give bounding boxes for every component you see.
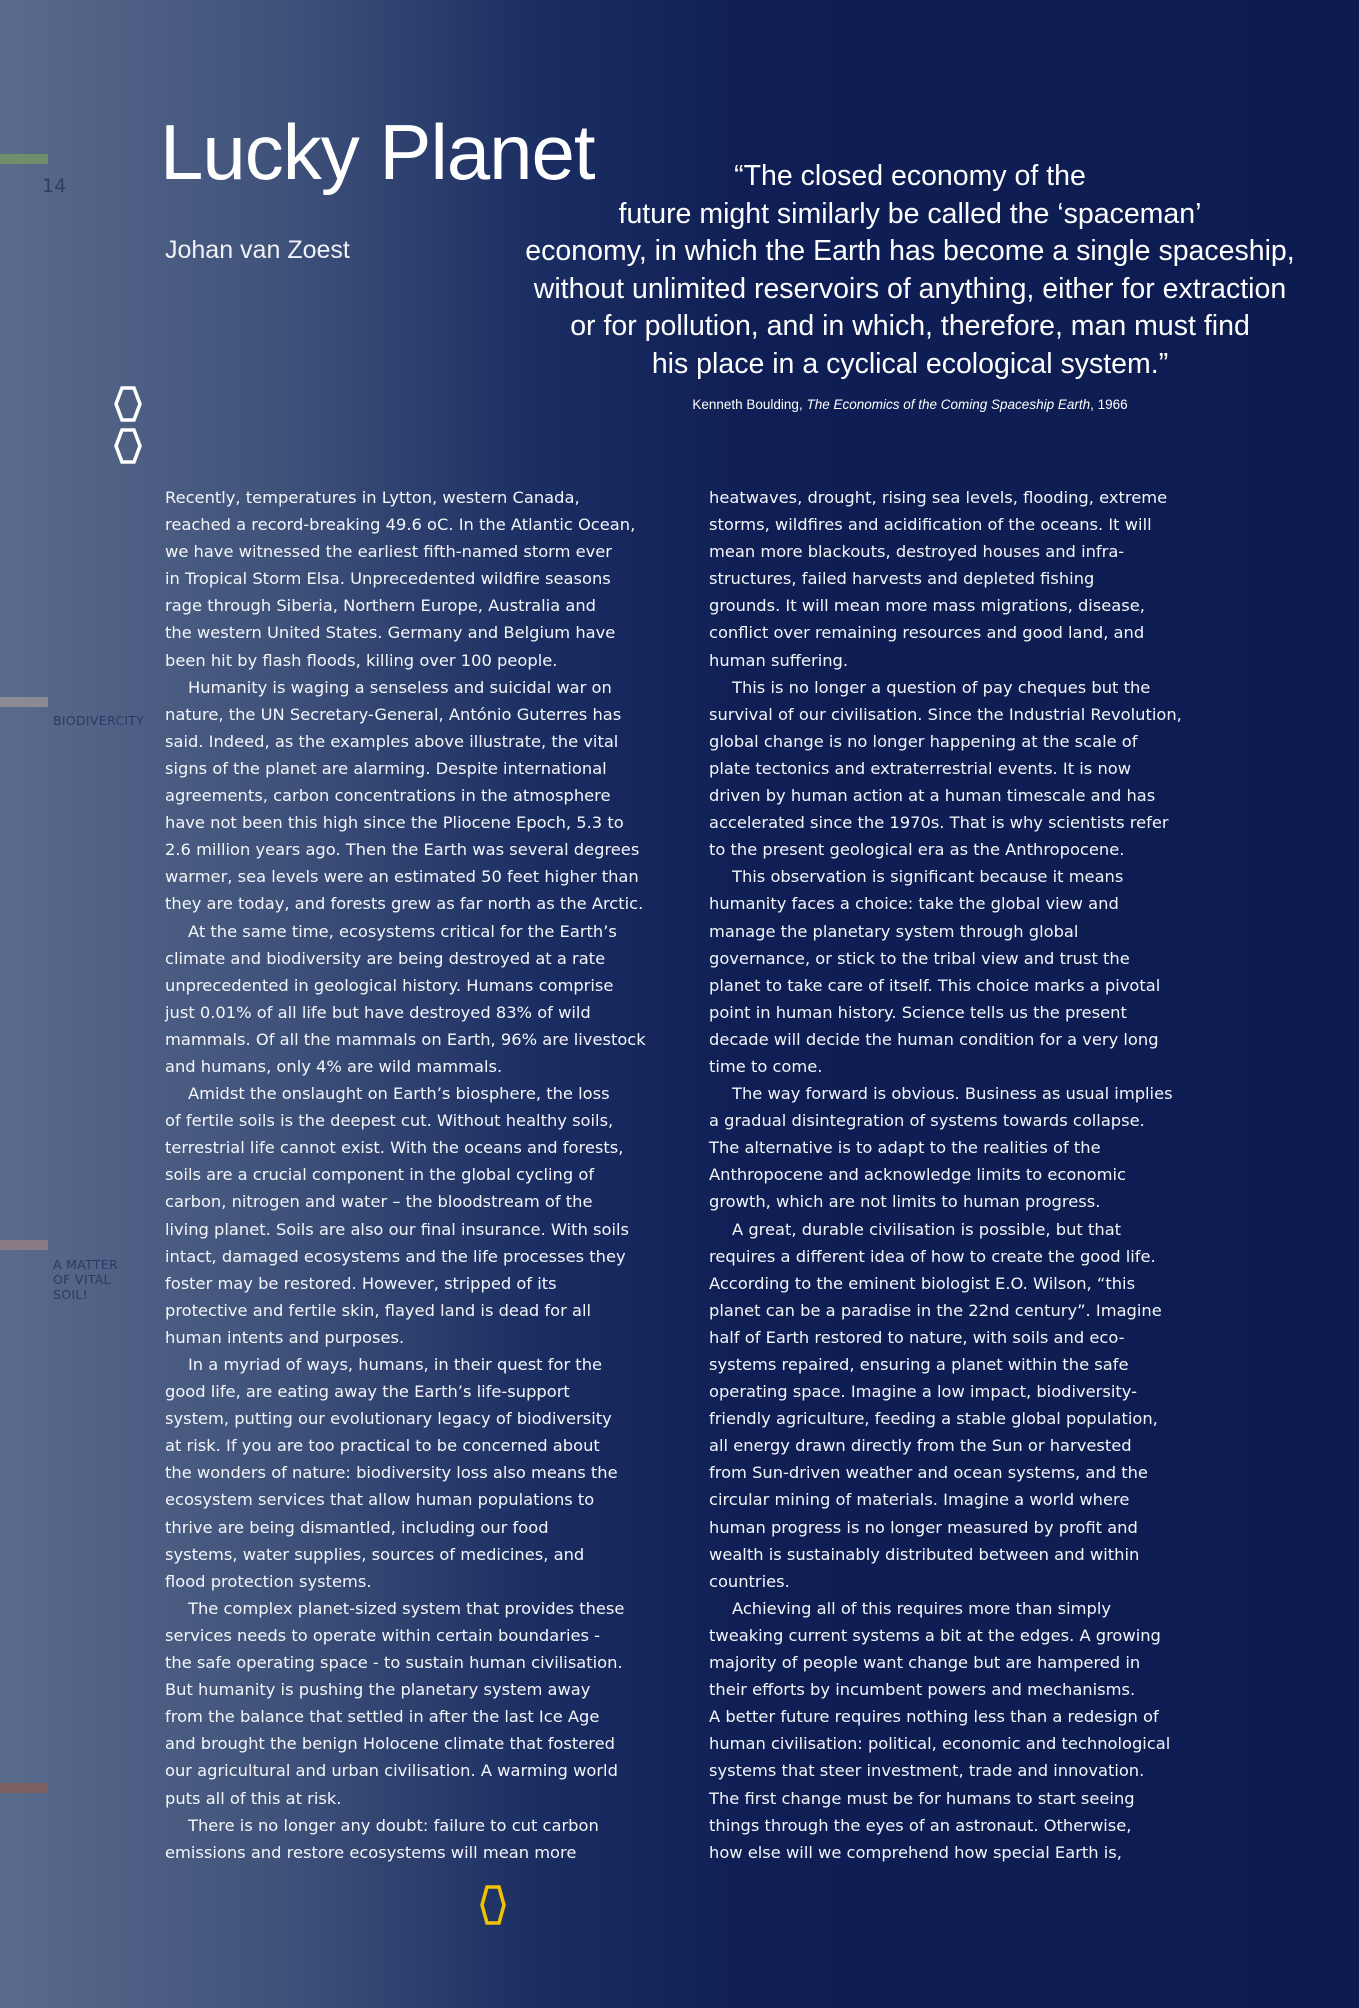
body-line: our agricultural and urban civilisation. A warming world — [165, 1761, 618, 1781]
body-line: the wonders of nature: biodiversity loss also means the — [165, 1463, 618, 1483]
hexagon-yellow-icon — [479, 1884, 507, 1926]
body-line: intact, damaged ecosystems and the life processes they — [165, 1246, 626, 1266]
quote-line: economy, in which the Earth has become a single spaceship, — [525, 235, 1295, 267]
hexagon-pair-icon — [112, 385, 144, 467]
body-line: systems, water supplies, sources of medicines, and — [165, 1544, 585, 1564]
body-line: to the present geological era as the Anthropocene. — [709, 840, 1125, 860]
body-line: a gradual disintegration of systems towards collapse. — [709, 1111, 1145, 1131]
body-line: terrestrial life cannot exist. With the oceans and forests, — [165, 1138, 624, 1158]
body-line: majority of people want change but are hampered in — [709, 1653, 1141, 1673]
body-line: puts all of this at risk. — [165, 1788, 342, 1808]
body-line: operating space. Imagine a low impact, biodiversity- — [709, 1382, 1137, 1402]
body-line: thrive are being dismantled, including our food — [165, 1517, 549, 1537]
body-line: in Tropical Storm Elsa. Unprecedented wildfire seasons — [165, 569, 611, 589]
body-line: wealth is sustainably distributed between and within — [709, 1544, 1140, 1564]
body-line: governance, or stick to the tribal view and trust the — [709, 948, 1130, 968]
body-line: living planet. Soils are also our final insurance. With soils — [165, 1219, 630, 1239]
body-line: conflict over remaining resources and good land, and — [709, 623, 1145, 643]
body-line: The first change must be for humans to start seeing — [709, 1788, 1135, 1808]
article-title: Lucky Planet — [160, 108, 595, 196]
body-line: said. Indeed, as the examples above illustrate, the vital — [165, 731, 619, 751]
body-line: nature, the UN Secretary-General, António Guterres has — [165, 704, 622, 724]
body-line: how else will we comprehend how special Earth is, — [709, 1842, 1122, 1862]
body-line: planet can be a paradise in the 22nd century”. Imagine — [709, 1300, 1162, 1320]
quote-line: or for pollution, and in which, therefore, man must find — [570, 310, 1250, 342]
margin-mark — [0, 1240, 48, 1250]
body-line: signs of the planet are alarming. Despite international — [165, 758, 607, 778]
body-line: A great, durable civilisation is possible, but that — [732, 1219, 1122, 1239]
body-line: things through the eyes of an astronaut. Otherwise, — [709, 1815, 1132, 1835]
body-column-right — [709, 484, 1204, 1866]
body-line: tweaking current systems a bit at the edges. A growing — [709, 1625, 1161, 1645]
body-line: At the same time, ecosystems critical for the Earth’s — [188, 921, 617, 941]
body-line: The alternative is to adapt to the realities of the — [709, 1138, 1101, 1158]
body-line: foster may be restored. However, stripped of its — [165, 1273, 557, 1293]
margin-mark-green — [0, 154, 48, 164]
body-line: time to come. — [709, 1056, 823, 1076]
body-line: Achieving all of this requires more than simply — [732, 1598, 1112, 1618]
body-line: heatwaves, drought, rising sea levels, flooding, extreme — [709, 488, 1168, 507]
pull-quote — [480, 158, 1340, 383]
body-line: systems that steer investment, trade and innovation. — [709, 1761, 1145, 1781]
body-line: This observation is significant because it means — [732, 867, 1124, 887]
body-line: The complex planet-sized system that provides these — [188, 1598, 625, 1618]
quote-line: future might similarly be called the ‘spaceman’ — [618, 197, 1202, 230]
quote-line: his place in a cyclical ecological system.” — [651, 347, 1169, 380]
body-line: unprecedented in geological history. Humans comprise — [165, 975, 614, 995]
body-line: circular mining of materials. Imagine a world where — [709, 1490, 1130, 1510]
body-line: rage through Siberia, Northern Europe, Australia and — [165, 596, 596, 616]
margin-mark — [0, 1783, 48, 1793]
body-line: agreements, carbon concentrations in the atmosphere — [165, 786, 611, 806]
quote-line: without unlimited reservoirs of anything, either for extraction — [533, 272, 1287, 305]
body-line: systems repaired, ensuring a planet within the safe — [709, 1355, 1129, 1374]
body-line: According to the eminent biologist E.O. Wilson, “this — [709, 1273, 1136, 1293]
body-line: human progress is no longer measured by profit and — [709, 1517, 1138, 1537]
body-line: human suffering. — [709, 650, 849, 670]
body-line: they are today, and forests grew as far north as the Arctic. — [165, 894, 644, 914]
side-label-biodiversity: BIODIVERCITY — [53, 713, 145, 728]
quote-line: “The closed economy of the — [734, 160, 1086, 192]
body-line: at risk. If you are too practical to be concerned about — [165, 1436, 600, 1456]
article-author: Johan van Zoest — [165, 236, 350, 264]
body-line: A better future requires nothing less than a redesign of — [709, 1707, 1159, 1727]
body-line: their efforts by incumbent powers and mechanisms. — [709, 1680, 1136, 1700]
body-line: There is no longer any doubt: failure to cut carbon — [188, 1815, 599, 1835]
body-line: from the balance that settled in after the last Ice Age — [165, 1707, 600, 1727]
attribution-year: , 1966 — [1090, 397, 1128, 412]
body-line: half of Earth restored to nature, with soils and eco- — [709, 1327, 1125, 1347]
body-line: survival of our civilisation. Since the Industrial Revolution, — [709, 704, 1182, 724]
body-line: flood protection systems. — [165, 1571, 372, 1591]
body-line: decade will decide the human condition for a very long — [709, 1029, 1159, 1049]
body-line: But humanity is pushing the planetary system away — [165, 1680, 591, 1700]
body-line: mean more blackouts, destroyed houses and infra- — [709, 542, 1125, 562]
body-line: warmer, sea levels were an estimated 50 feet higher than — [165, 867, 639, 887]
body-line: The way forward is obvious. Business as usual implies — [732, 1084, 1173, 1104]
body-line: human civilisation: political, economic and technological — [709, 1734, 1171, 1754]
quote-attribution — [480, 397, 1340, 412]
body-line: system, putting our evolutionary legacy of biodiversity — [165, 1409, 612, 1429]
body-line: we have witnessed the earliest fifth-named storm ever — [165, 542, 612, 562]
body-line: of fertile soils is the deepest cut. Without healthy soils, — [165, 1111, 614, 1131]
body-line: Anthropocene and acknowledge limits to economic — [709, 1165, 1126, 1185]
body-line: reached a record-breaking 49.6 oC. In the Atlantic Ocean, — [165, 515, 636, 535]
attribution-author: Kenneth Boulding, — [692, 397, 803, 412]
body-line: requires a different idea of how to create the good life. — [709, 1246, 1156, 1266]
body-line: ecosystem services that allow human populations to — [165, 1490, 595, 1510]
body-line: Recently, temperatures in Lytton, western Canada, — [165, 488, 580, 507]
body-line: accelerated since the 1970s. That is why scientists refer — [709, 813, 1169, 833]
body-line: been hit by flash floods, killing over 100 people. — [165, 650, 558, 670]
body-line: plate tectonics and extraterrestrial events. It is now — [709, 758, 1132, 778]
attribution-work: The Economics of the Coming Spaceship Earth — [806, 397, 1091, 412]
body-line: good life, are eating away the Earth’s life-support — [165, 1382, 570, 1402]
body-line: and brought the benign Holocene climate that fostered — [165, 1734, 615, 1754]
body-line: climate and biodiversity are being destroyed at a rate — [165, 948, 606, 968]
body-line: structures, failed harvests and depleted fishing — [709, 569, 1095, 589]
body-line: protective and fertile skin, flayed land is dead for all — [165, 1300, 592, 1320]
body-line: point in human history. Science tells us the present — [709, 1002, 1127, 1022]
body-line: global change is no longer happening at the scale of — [709, 731, 1138, 751]
body-column-left — [165, 484, 660, 1866]
body-line: have not been this high since the Pliocene Epoch, 5.3 to — [165, 813, 624, 833]
body-line: growth, which are not limits to human progress. — [709, 1192, 1101, 1212]
body-line: Amidst the onslaught on Earth’s biosphere, the loss — [188, 1084, 610, 1104]
body-line: just 0.01% of all life but have destroyed 83% of wild — [165, 1002, 591, 1022]
body-line: This is no longer a question of pay cheques but the — [732, 677, 1151, 697]
body-line: carbon, nitrogen and water – the bloodstream of the — [165, 1192, 593, 1212]
body-line: the safe operating space - to sustain human civilisation. — [165, 1653, 623, 1673]
body-line: and humans, only 4% are wild mammals. — [165, 1056, 503, 1076]
body-line: storms, wildfires and acidification of the oceans. It will — [709, 515, 1152, 535]
body-line: grounds. It will mean more mass migrations, disease, — [709, 596, 1145, 616]
body-line: Humanity is waging a senseless and suicidal war on — [188, 677, 612, 697]
body-line: human intents and purposes. — [165, 1327, 405, 1347]
body-line: humanity faces a choice: take the global view and — [709, 894, 1119, 914]
body-line: soils are a crucial component in the global cycling of — [165, 1165, 595, 1185]
body-line: countries. — [709, 1571, 790, 1591]
margin-mark — [0, 697, 48, 707]
body-line: all energy drawn directly from the Sun or harvested — [709, 1436, 1132, 1456]
page-number: 14 — [42, 175, 67, 197]
body-line: the western United States. Germany and Belgium have — [165, 623, 616, 643]
body-line: 2.6 million years ago. Then the Earth was several degrees — [165, 840, 640, 860]
body-line: planet to take care of itself. This choice marks a pivotal — [709, 975, 1161, 995]
body-line: services needs to operate within certain boundaries - — [165, 1625, 601, 1645]
body-line: emissions and restore ecosystems will mean more — [165, 1842, 577, 1862]
body-line: driven by human action at a human timescale and has — [709, 786, 1156, 806]
body-line: friendly agriculture, feeding a stable global population, — [709, 1409, 1158, 1429]
body-line: mammals. Of all the mammals on Earth, 96% are livestock — [165, 1029, 646, 1049]
body-line: from Sun-driven weather and ocean systems, and the — [709, 1463, 1148, 1483]
side-label-soil: A MATTER OF VITAL SOIL! — [53, 1257, 118, 1302]
body-line: In a myriad of ways, humans, in their quest for the — [188, 1355, 603, 1374]
body-line: manage the planetary system through global — [709, 921, 1079, 941]
